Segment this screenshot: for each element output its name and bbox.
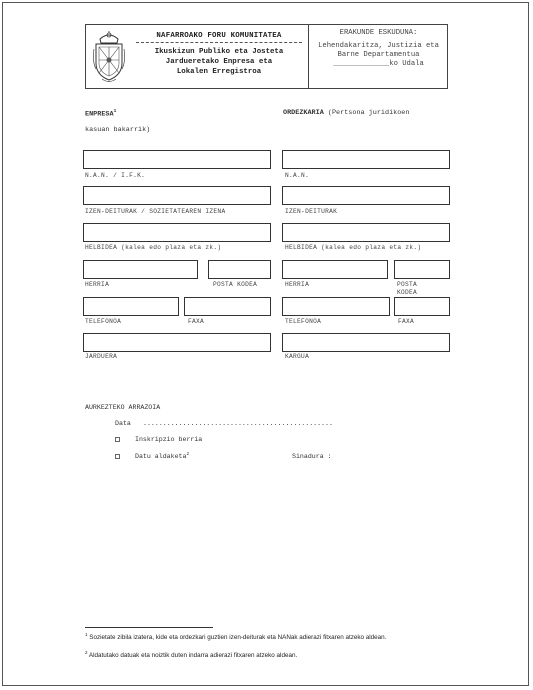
navarre-coat-of-arms-icon — [90, 29, 128, 85]
ordezkaria-telefonoa-field[interactable] — [282, 297, 390, 316]
helbidea-field[interactable] — [83, 223, 271, 242]
enpresa-heading: ENPRESA$^1$ — [85, 109, 117, 119]
competent-body-line-2: Barne Departamentua — [337, 51, 420, 59]
ordezkaria-faxa-field[interactable] — [394, 297, 450, 316]
registry-line-1: Ikuskizun Publiko eta Josteta — [154, 48, 284, 56]
ordezkaria-posta-kodea-field[interactable] — [394, 260, 450, 279]
helbidea-label: HELBIDEA (kalea edo plaza eta zk.) — [85, 244, 222, 251]
signature-label: Sinadura : — [292, 453, 332, 460]
ordezkaria-note-line-2: kasuan bakarrik) — [85, 126, 151, 134]
ordezkaria-helbidea-field[interactable] — [282, 223, 450, 242]
ordezkaria-nan-label: N.A.N. — [285, 172, 310, 179]
registry-line-2: Jarduеretako Enpresa eta — [165, 58, 273, 66]
herria-field[interactable] — [83, 260, 198, 279]
nan-ifk-field[interactable] — [83, 150, 271, 169]
telefonoa-label: TELEFONOA — [85, 318, 122, 325]
nan-ifk-label: N.A.N. / I.F.K. — [85, 172, 146, 179]
data-change-label: Datu aldaketa$^2$ — [135, 452, 190, 461]
competent-body-line-1: Lehendakaritza, Justizia eta — [318, 42, 439, 50]
ordezkaria-helbidea-label: HELBIDEA (kalea edo plaza eta zk.) — [285, 244, 422, 251]
ordezkaria-telefonoa-label: TELEFONOA — [285, 318, 322, 325]
herria-label: HERRIA — [85, 281, 110, 288]
ordezkaria-herria-field[interactable] — [282, 260, 388, 279]
posta-kodea-field[interactable] — [208, 260, 271, 279]
ordezkaria-izen-field[interactable] — [282, 186, 450, 205]
competent-body-label: ERAKUNDE ESKUDUNA: — [339, 29, 418, 37]
kargua-field[interactable] — [282, 333, 450, 352]
data-change-checkbox[interactable] — [115, 454, 120, 459]
footnote-1: $^1$ Sozietate zibila izatera, kide eta ordezkari guztien izen-deiturak eta NANak adierazi fitxaren atzeko aldean. — [85, 632, 387, 642]
ordezkaria-heading: ORDEZKARIA (Pertsona juridikoen — [283, 109, 410, 117]
telefonoa-field[interactable] — [83, 297, 179, 316]
community-title: NAFARROAKO FORU KOMUNITATEA — [156, 32, 282, 40]
header-dash-separator — [136, 42, 302, 43]
ordezkaria-faxa-label: FAXA — [398, 318, 415, 325]
ordezkaria-posta-label-1: POSTA — [397, 281, 418, 288]
footnote-separator — [85, 627, 213, 628]
form-header — [85, 24, 448, 89]
ordezkaria-izen-label: IZEN-DEITURAK — [285, 208, 338, 215]
faxa-label: FAXA — [188, 318, 205, 325]
date-label: Data — [115, 420, 131, 427]
new-inscription-label: Inskripzio berria — [135, 436, 203, 443]
date-dotted-line[interactable]: ................................................ — [143, 420, 333, 427]
reason-title: AURKEZTEKO ARRAZOIA — [85, 404, 161, 411]
jarduera-field[interactable] — [83, 333, 271, 352]
ordezkaria-nan-field[interactable] — [282, 150, 450, 169]
footnote-2: $^2$ Aldatutako datuak eta noiztik duten indarra adierazi fitxaren atzeko aldean. — [85, 650, 298, 660]
posta-kodea-label: POSTA KODEA — [213, 281, 258, 288]
jarduera-label: JARDUERA — [85, 353, 118, 360]
faxa-field[interactable] — [184, 297, 271, 316]
competent-body-line-3: _____________ko Udala — [333, 60, 424, 68]
registry-line-3: Lokalen Erregistroa — [176, 68, 262, 76]
izen-sozietate-field[interactable] — [83, 186, 271, 205]
ordezkaria-herria-label: HERRIA — [285, 281, 310, 288]
ordezkaria-posta-label-2: KODEA — [397, 289, 418, 296]
new-inscription-checkbox[interactable] — [115, 437, 120, 442]
kargua-label: KARGUA — [285, 353, 310, 360]
izen-sozietate-label: IZEN-DEITURAK / SOZIETATEAREN IZENA — [85, 208, 226, 215]
